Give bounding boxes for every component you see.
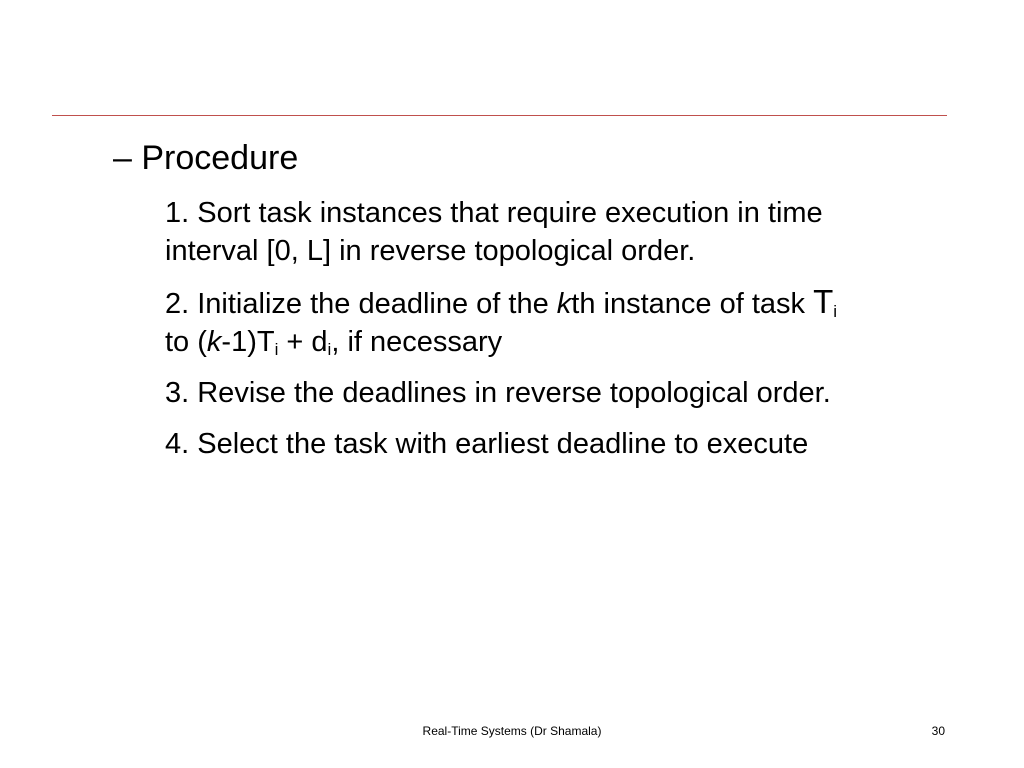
step-2-text-d: -1)T	[221, 326, 275, 358]
step-2-line-1	[165, 283, 838, 321]
step-2-text-c: to (	[165, 326, 207, 358]
step-2-subscript-i-3: i	[327, 340, 332, 359]
step-2	[165, 283, 965, 361]
step-2-subscript-i-2: i	[274, 340, 279, 359]
procedure-steps-list	[165, 194, 965, 476]
step-1-line-1: 1. Sort task instances that require execution in time	[165, 197, 823, 229]
step-4-line-1: 4. Select the task with earliest deadline to execute	[165, 428, 809, 460]
step-2-text-e: + d	[278, 326, 328, 358]
step-2-subscript-i: i	[833, 302, 838, 321]
step-2-text-f: , if necessary	[331, 326, 503, 358]
step-2-var-k-2: k	[206, 326, 222, 358]
step-1-line-2: interval [0, L] in reverse topological order.	[165, 235, 696, 267]
title-divider-line	[52, 115, 947, 116]
step-3	[165, 374, 965, 412]
step-2-text-b: th instance of task	[571, 288, 814, 320]
section-bullet-procedure: – Procedure	[113, 139, 299, 177]
step-2-text-a: 2. Initialize the deadline of the	[165, 288, 557, 320]
step-3-line-1: 3. Revise the deadlines in reverse topological order.	[165, 377, 831, 409]
step-2-task-symbol: T	[813, 283, 834, 320]
step-4	[165, 425, 965, 463]
footer-title: Real-Time Systems (Dr Shamala)	[422, 724, 602, 738]
step-1	[165, 194, 965, 270]
slide-number: 30	[931, 724, 945, 738]
step-2-line-2	[165, 323, 965, 361]
step-2-var-k: k	[556, 288, 572, 320]
